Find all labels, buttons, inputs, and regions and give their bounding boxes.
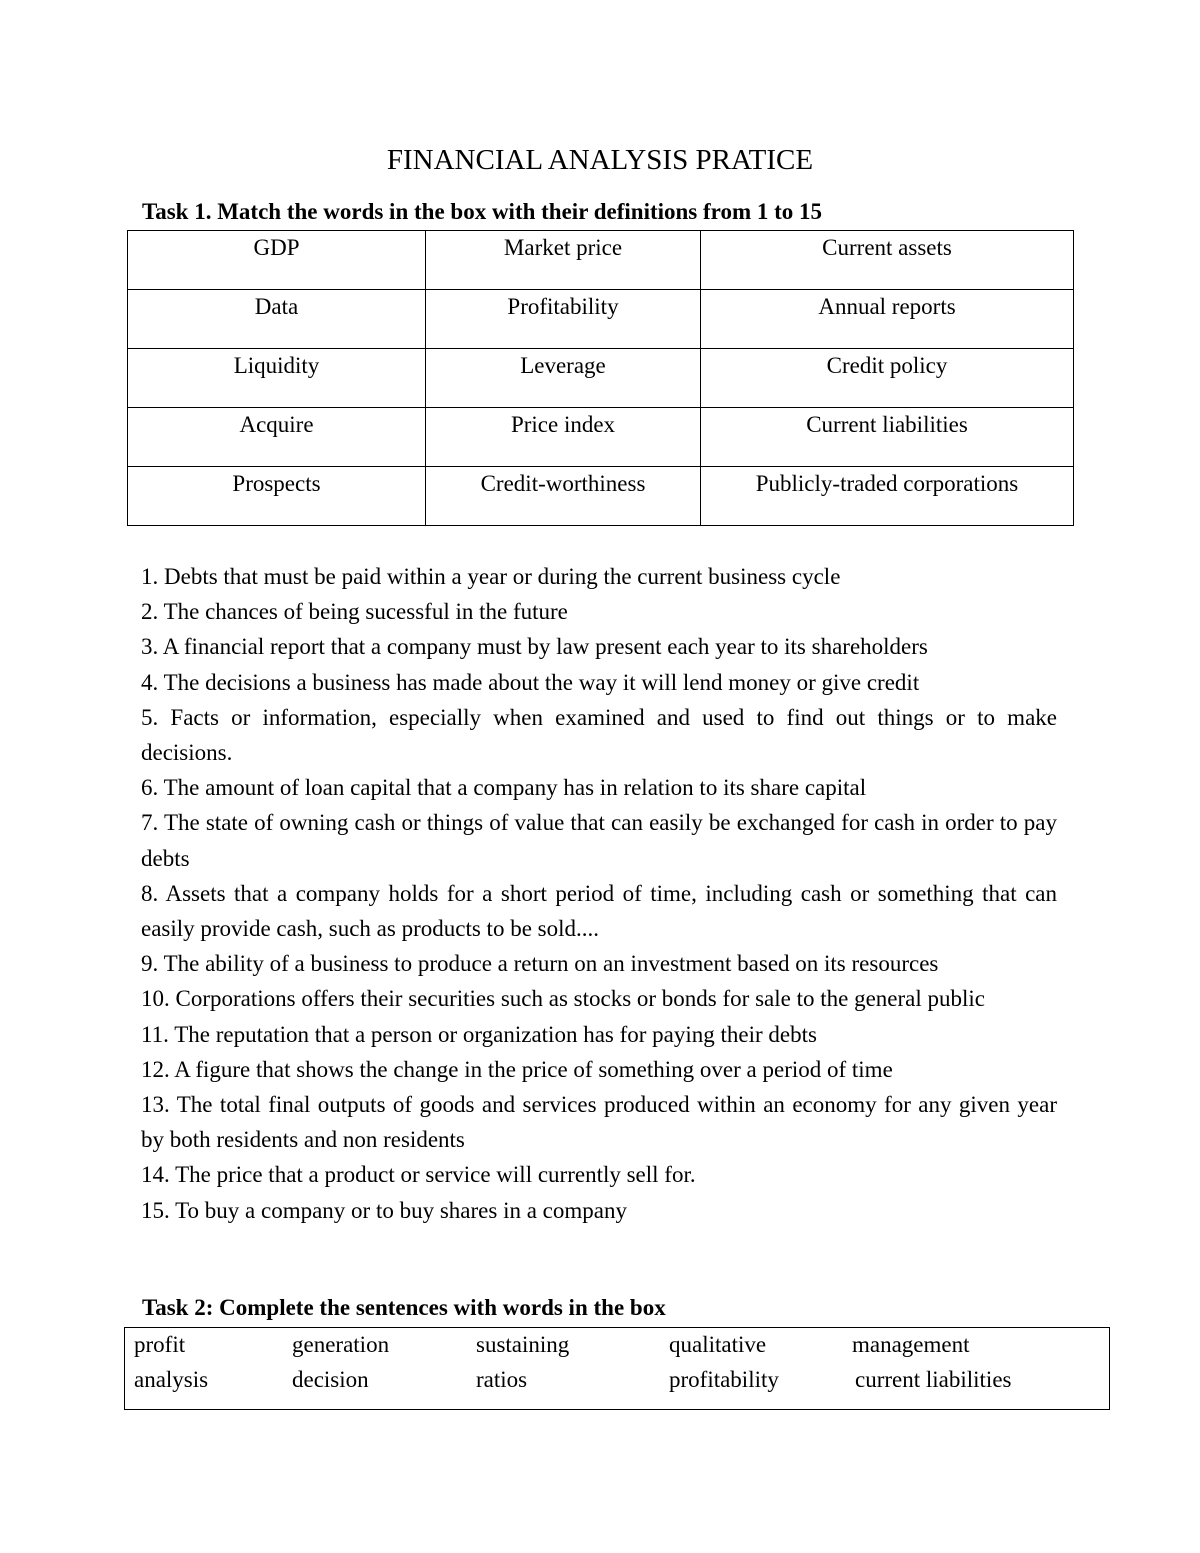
definition-item: 7. The state of owning cash or things of value that can easily be exchanged for cash in order to pay debts	[141, 810, 1057, 871]
box-word: sustaining	[476, 1332, 570, 1357]
table-cell: GDP	[128, 231, 426, 290]
page-title: FINANCIAL ANALYSIS PRATICE	[386, 144, 814, 176]
definition-item: 12. A figure that shows the change in the price of something over a period of time	[141, 1056, 893, 1082]
task1-word-table	[127, 230, 1074, 526]
box-word: profit	[134, 1332, 186, 1357]
table-cell: Market price	[426, 231, 701, 290]
table-cell: Liquidity	[128, 349, 426, 408]
box-word: management	[852, 1332, 970, 1357]
table-cell: Data	[128, 290, 426, 349]
task2-heading: Task 2: Complete the sentences with words in the box	[142, 1295, 666, 1320]
table-row	[128, 231, 1074, 290]
definition-item: 3. A financial report that a company must by law present each year to its shareholders	[141, 634, 928, 660]
definition-item: 8. Assets that a company holds for a short period of time, including cash or something that can easily provide cash, such as products to be sold....	[141, 880, 1057, 942]
table-cell: Price index	[426, 408, 701, 467]
box-word: decision	[292, 1367, 369, 1392]
table-row	[128, 467, 1074, 526]
task1-heading: Task 1. Match the words in the box with their definitions from 1 to 15	[142, 199, 823, 224]
definition-item: 2. The chances of being sucessful in the future	[141, 599, 568, 625]
table-cell: Current assets	[701, 231, 1074, 290]
definition-item: 5. Facts or information, especially when examined and used to find out things or to make decisions.	[141, 704, 1057, 766]
table-cell: Current liabilities	[701, 408, 1074, 467]
box-word: profitability	[669, 1367, 779, 1392]
table-cell: Credit policy	[701, 349, 1074, 408]
definition-item: 6. The amount of loan capital that a company has in relation to its share capital	[141, 775, 867, 801]
table-row	[128, 408, 1074, 467]
definition-item: 11. The reputation that a person or organization has for paying their debts	[141, 1021, 817, 1047]
task1-definitions-list	[141, 559, 1057, 1228]
definition-item: 1. Debts that must be paid within a year or during the current business cycle	[141, 564, 841, 589]
box-word: generation	[292, 1332, 390, 1357]
table-row	[128, 290, 1074, 349]
table-cell: Profitability	[426, 290, 701, 349]
definition-item: 9. The ability of a business to produce a return on an investment based on its resources	[141, 951, 939, 977]
definition-item: 10. Corporations offers their securities such as stocks or bonds for sale to the general public	[141, 986, 985, 1012]
box-word: ratios	[476, 1367, 528, 1392]
box-word: qualitative	[669, 1332, 767, 1357]
table-cell: Prospects	[128, 467, 426, 526]
definition-item: 15. To buy a company or to buy shares in a company	[141, 1197, 627, 1223]
table-cell: Publicly-traded corporations	[701, 467, 1074, 526]
task2-word-box	[124, 1327, 1110, 1410]
definition-item: 13. The total final outputs of goods and services produced within an economy for any given year by both residents and non residents	[141, 1092, 1057, 1153]
table-cell: Acquire	[128, 408, 426, 467]
definition-item: 14. The price that a product or service will currently sell for.	[141, 1162, 696, 1188]
table-row	[128, 349, 1074, 408]
box-word: analysis	[134, 1367, 209, 1392]
table-cell: Credit-worthiness	[426, 467, 701, 526]
definition-item: 4. The decisions a business has made about the way it will lend money or give credit	[141, 669, 920, 695]
table-cell: Annual reports	[701, 290, 1074, 349]
table-cell: Leverage	[426, 349, 701, 408]
box-word: current liabilities	[855, 1367, 1012, 1392]
